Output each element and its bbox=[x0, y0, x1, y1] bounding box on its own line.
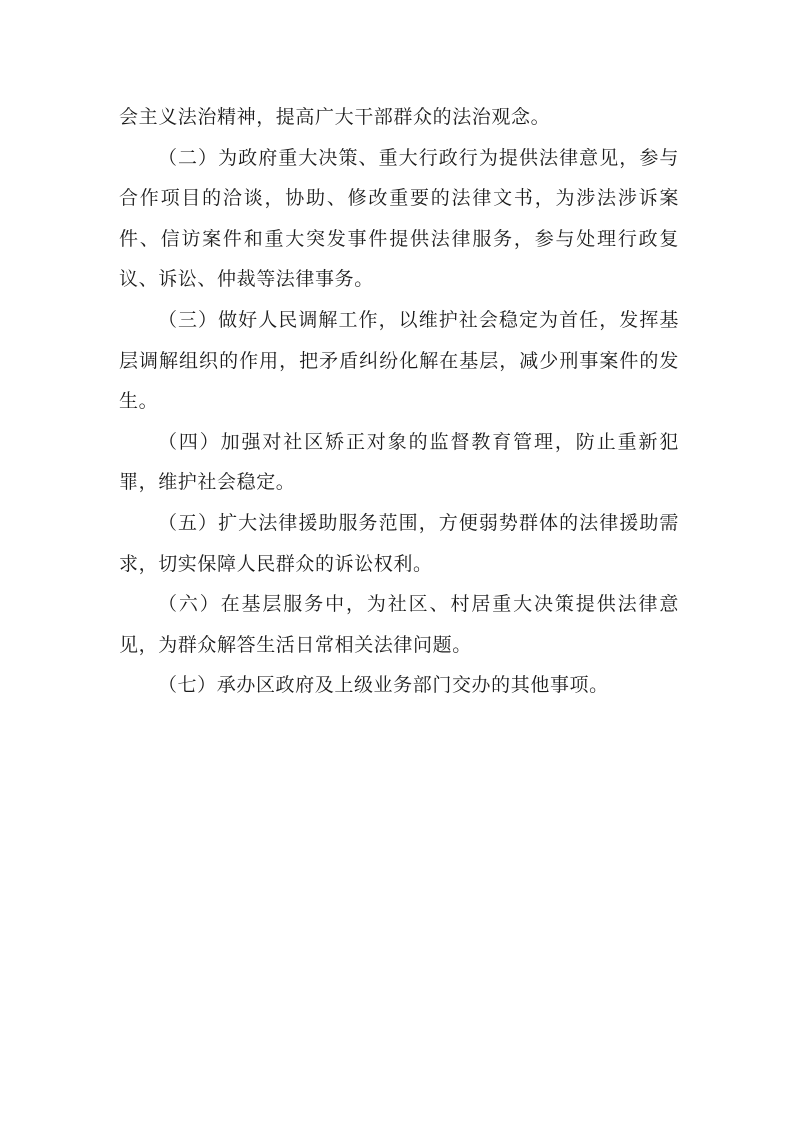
paragraph-item-5: （五）扩大法律援助服务范围，方便弱势群体的法律援助需求，切实保障人民群众的诉讼权利。 bbox=[119, 511, 679, 575]
paragraph-item-6: （六）在基层服务中，为社区、村居重大决策提供法律意见，为群众解答生活日常相关法律问题。 bbox=[119, 593, 679, 656]
paragraph-item-3: （三）做好人民调解工作，以维护社会稳定为首任，发挥基层调解组织的作用，把矛盾纠纷化解在基层，减少刑事案件的发生。 bbox=[119, 308, 679, 413]
paragraph-item-4: （四）加强对社区矫正对象的监督教育管理，防止重新犯罪，维护社会稳定。 bbox=[119, 430, 679, 494]
document-body bbox=[119, 97, 679, 706]
paragraph-item-7: （七）承办区政府及上级业务部门交办的其他事项。 bbox=[157, 674, 609, 697]
paragraph-item-2: （二）为政府重大决策、重大行政行为提供法律意见，参与合作项目的洽谈，协助、修改重要的法律文书，为涉法涉诉案件、信访案件和重大突发事件提供法律服务，参与处理行政复议、诉讼、仲裁等法律事务。 bbox=[119, 146, 679, 291]
paragraph-continuation: 会主义法治精神，提高广大干部群众的法治观念。 bbox=[119, 106, 551, 128]
